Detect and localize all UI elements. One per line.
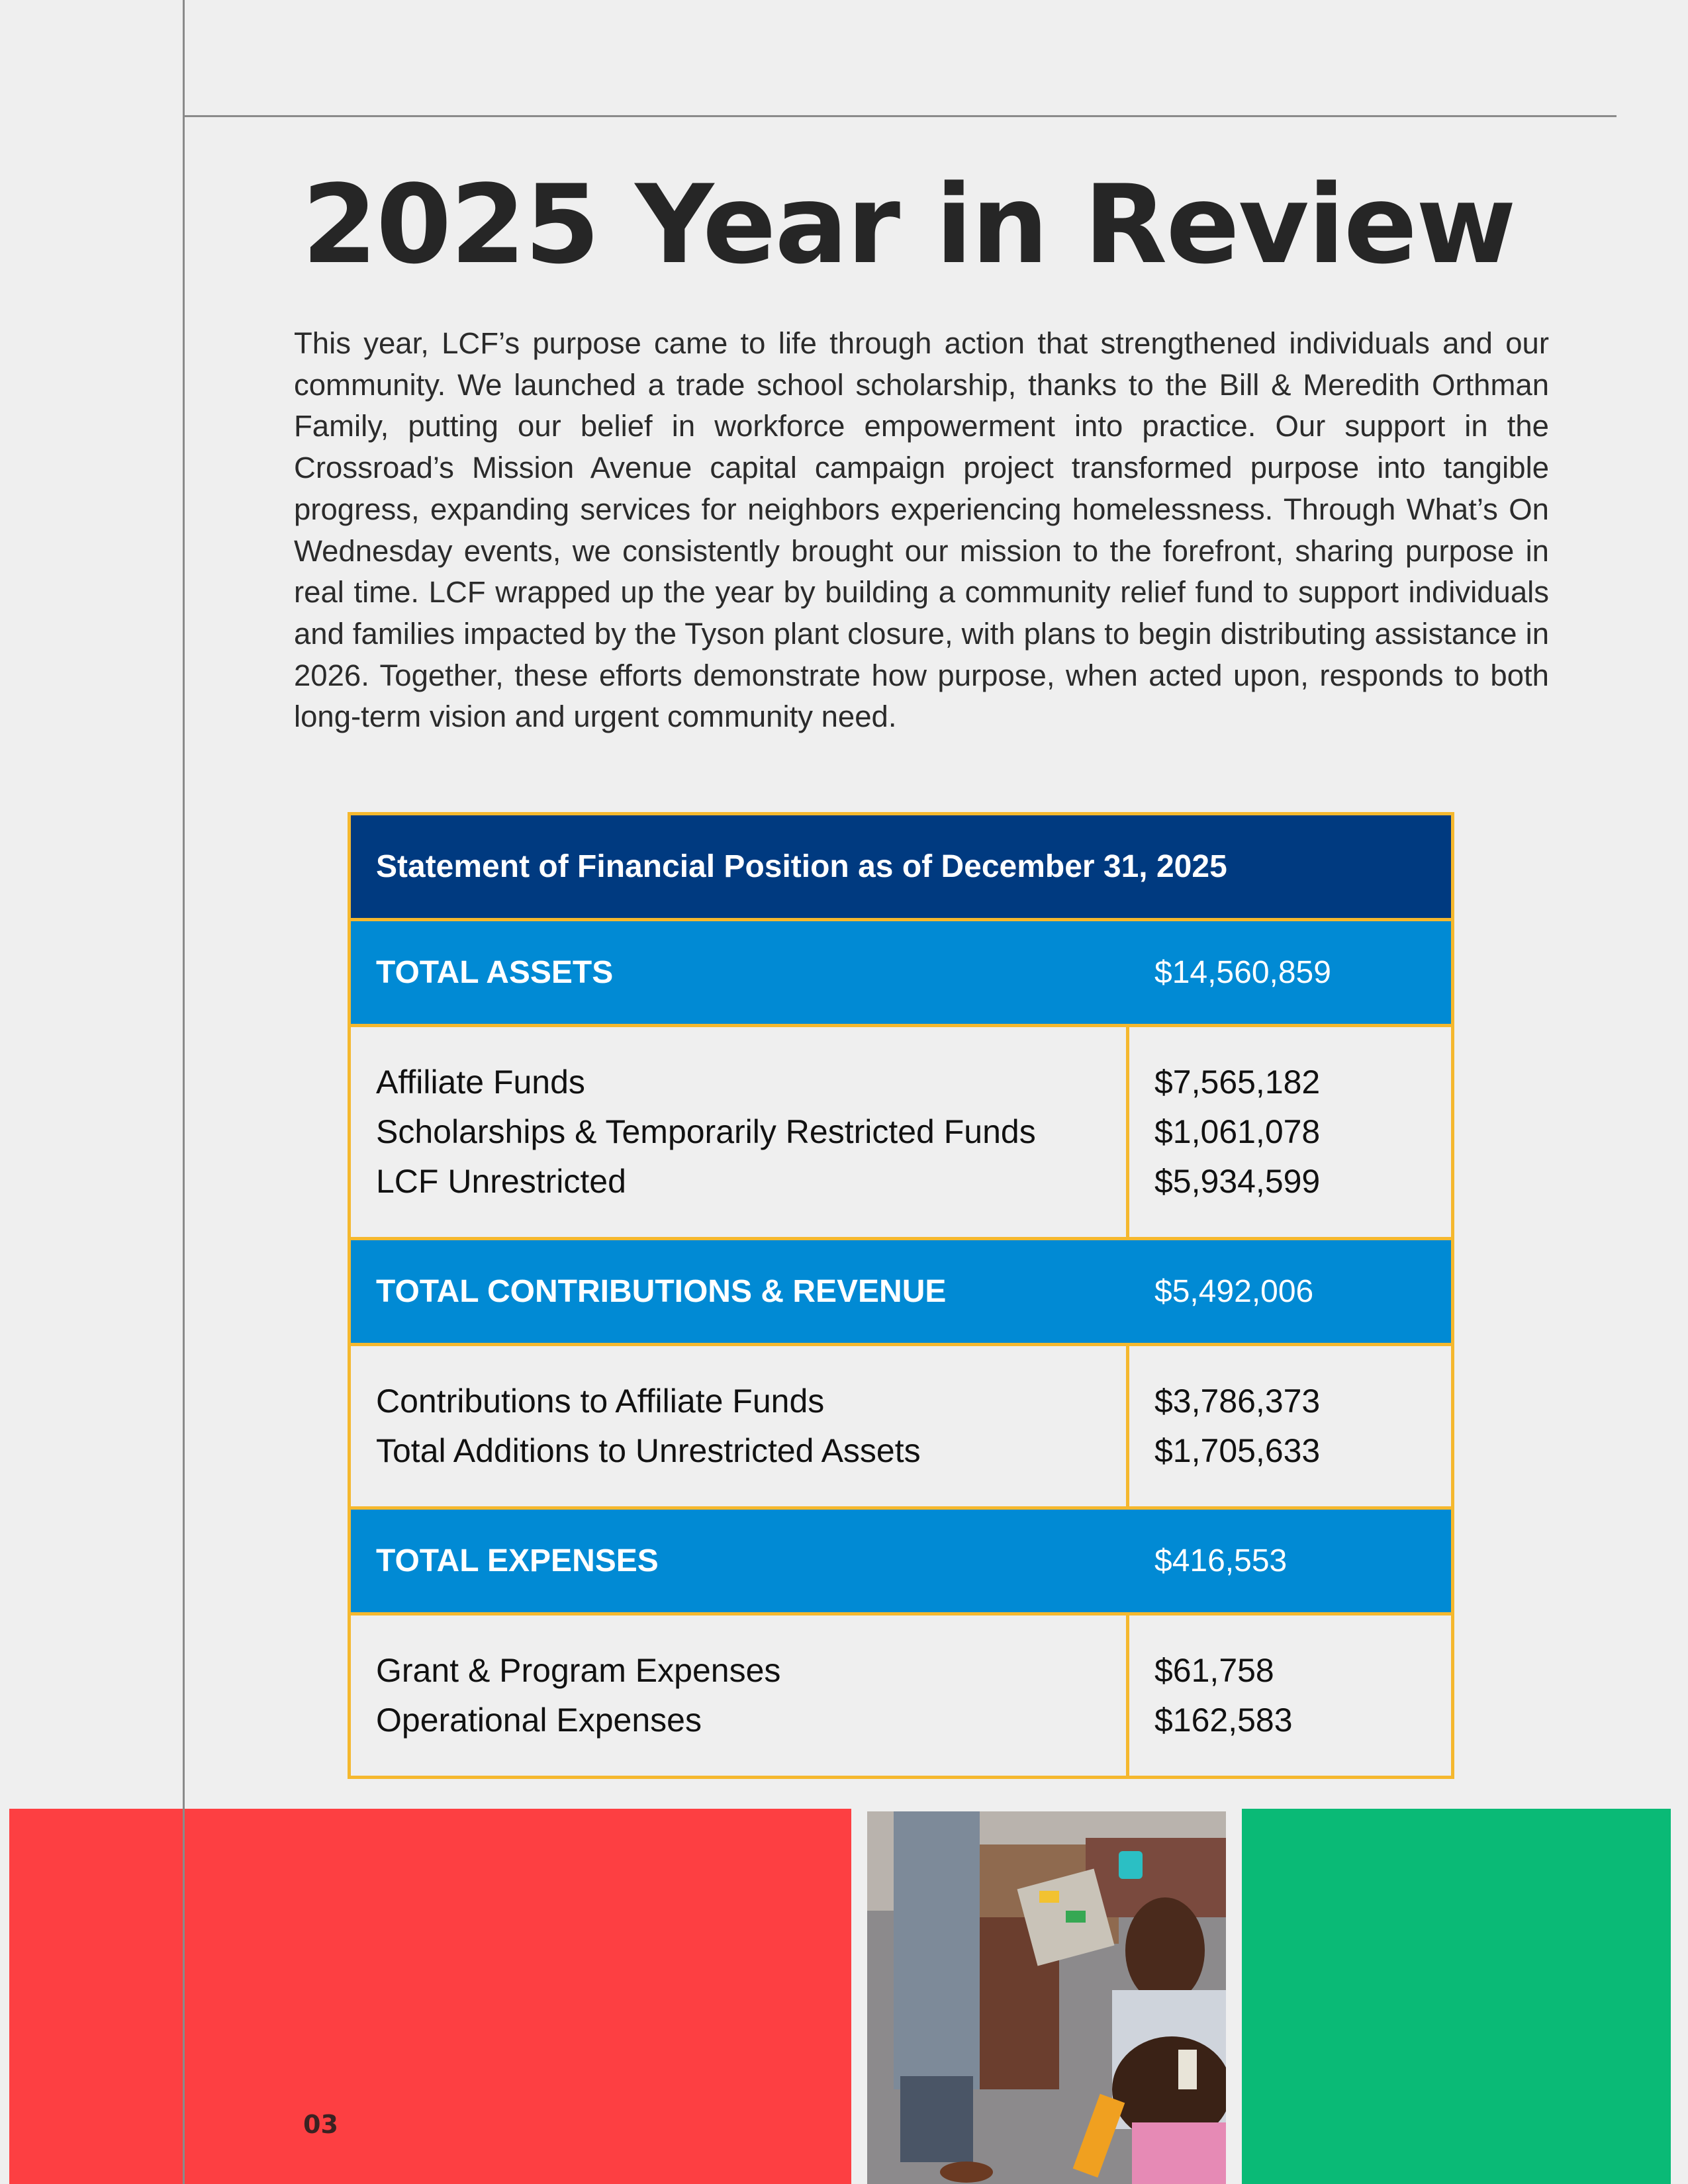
section-value: $5,492,006 [1154,1274,1314,1309]
line-item-value: $3,786,373 [1154,1383,1321,1420]
line-item-label: Contributions to Affiliate Funds [376,1383,825,1420]
section-header-revenue [351,1240,1451,1346]
section-body-assets [351,1027,1451,1240]
line-item-label: Scholarships & Temporarily Restricted Funds [376,1113,1036,1150]
red-color-block [9,1809,851,2184]
line-item-value: $5,934,599 [1154,1163,1321,1200]
page-title: 2025 Year in Review [302,161,1515,288]
line-item-value: $7,565,182 [1154,1064,1321,1101]
section-value: $416,553 [1154,1543,1288,1578]
vertical-rule [183,0,185,2184]
line-item-label: Operational Expenses [376,1702,702,1739]
line-item-label: Grant & Program Expenses [376,1652,781,1689]
line-item-labels [351,1346,1129,1506]
photo-children-receiving-supplies [867,1811,1226,2184]
section-body-expenses [351,1615,1451,1776]
line-item-label: Affiliate Funds [376,1064,585,1101]
intro-paragraph: This year, LCF’s purpose came to life through action that strengthened individuals and our community. We launched a trade school scholarship, thanks to the Bill & Meredith Orthman Family, putting our belief in workforce empowerment into practice. Our support in the Crossroad’s Mission Avenue capital campaign project transformed purpose into tangible progress, expanding services for neighbors experiencing homelessness. Through What’s On Wednesday events, we consistently brought our mission to the forefront, sharing purpose in real time. LCF wrapped up the year by building a community relief fund to support individuals and families impacted by the Tyson plant closure, with plans to begin distributing assistance in 2026. Together, these efforts demonstrate how purpose, when acted upon, responds to both long-term vision and urgent community need. [294,326,1549,734]
line-item-label: LCF Unrestricted [376,1163,626,1200]
section-body-revenue [351,1346,1451,1510]
section-header-assets [351,921,1451,1027]
section-label: TOTAL CONTRIBUTIONS & REVENUE [376,1274,947,1309]
line-item-value: $162,583 [1154,1702,1293,1739]
line-item-values [1129,1615,1293,1776]
section-label: TOTAL EXPENSES [376,1543,659,1578]
line-item-values [1129,1027,1320,1237]
section-header-expenses [351,1510,1451,1615]
line-item-values [1129,1346,1320,1506]
line-item-value: $61,758 [1154,1652,1274,1689]
page-number: 03 [303,2110,338,2139]
line-item-labels [351,1615,1129,1776]
line-item-label: Total Additions to Unrestricted Assets [376,1432,921,1469]
section-label: TOTAL ASSETS [376,955,614,990]
section-value: $14,560,859 [1154,955,1331,990]
line-item-value: $1,061,078 [1154,1113,1321,1150]
line-item-labels [351,1027,1129,1237]
table-title: Statement of Financial Position as of December 31, 2025 [351,815,1451,921]
financial-statement-table [348,812,1454,1779]
horizontal-rule [183,115,1617,117]
line-item-value: $1,705,633 [1154,1432,1321,1469]
photo-illustration [867,1811,1226,2184]
green-color-block [1242,1809,1671,2184]
